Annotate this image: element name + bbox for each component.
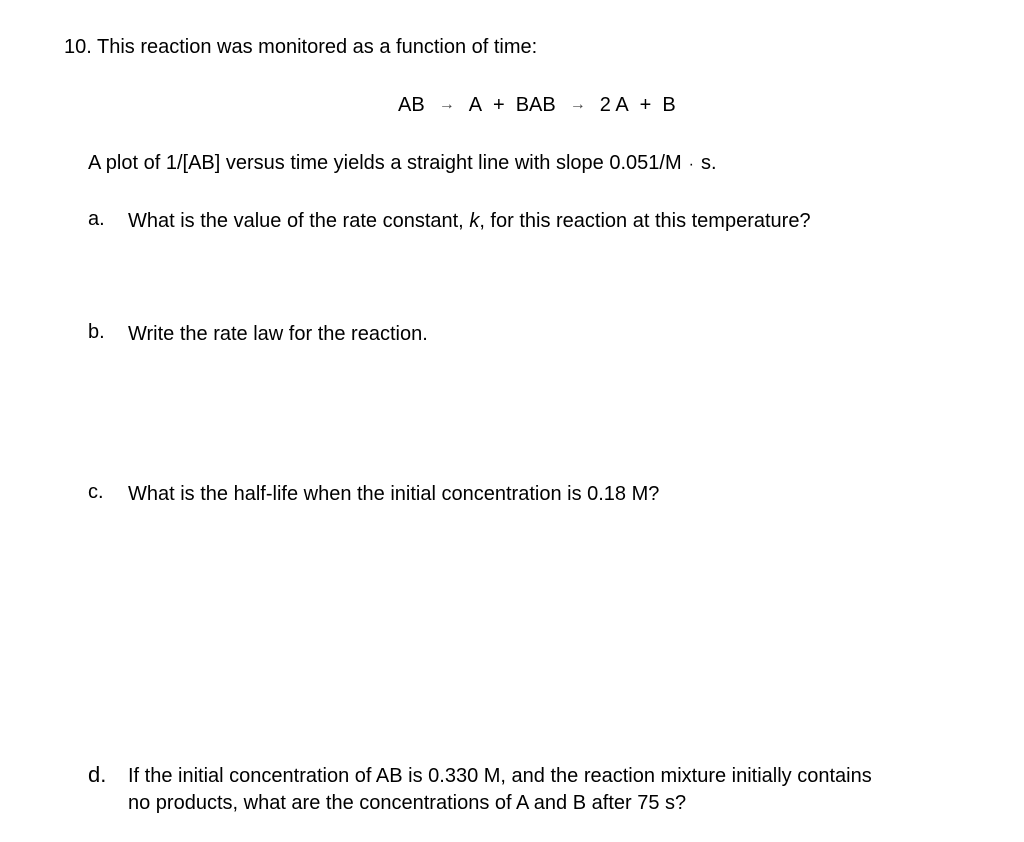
- reaction-arrow-1: →: [438, 96, 455, 113]
- part-d-line-2: no products, what are the concentrations of A and B after 75 s?: [128, 792, 687, 814]
- reactant-ab: AB: [398, 94, 425, 116]
- question-title: 10. This reaction was monitored as a function of time:: [64, 36, 538, 58]
- part-a-letter: a.: [88, 208, 105, 230]
- part-a-text: [128, 208, 811, 235]
- product-2a: 2 A: [599, 94, 629, 116]
- part-d-letter: d.: [88, 762, 107, 787]
- part-c-letter: c.: [88, 481, 104, 503]
- plus-sign-2: +: [639, 94, 652, 116]
- slope-unit-seconds: s.: [700, 152, 717, 174]
- part-d-line-1: If the initial concentration of AB is 0.330 M, and the reaction mixture initially contains: [128, 765, 872, 787]
- part-d-text: [128, 763, 872, 817]
- rate-constant-k: k: [469, 210, 480, 232]
- part-b-letter: b.: [88, 321, 105, 343]
- slope-statement: [88, 152, 717, 175]
- multiplication-dot: ·: [688, 156, 694, 173]
- product-b: B: [662, 94, 676, 116]
- reaction-equation: [398, 94, 676, 117]
- part-c-text: What is the half-life when the initial concentration is 0.18 M?: [128, 483, 660, 505]
- reaction-arrow-2: →: [569, 96, 586, 113]
- part-a-text-before: What is the value of the rate constant,: [128, 210, 470, 232]
- intermediate-bab: BAB: [515, 94, 556, 116]
- part-b-text: Write the rate law for the reaction.: [128, 323, 428, 345]
- plus-sign-1: +: [493, 94, 505, 116]
- slope-statement-text: A plot of 1/[AB] versus time yields a straight line with slope 0.051/M: [88, 152, 682, 174]
- intermediate-a: A: [468, 94, 483, 116]
- part-a-text-after: , for this reaction at this temperature?: [479, 210, 811, 232]
